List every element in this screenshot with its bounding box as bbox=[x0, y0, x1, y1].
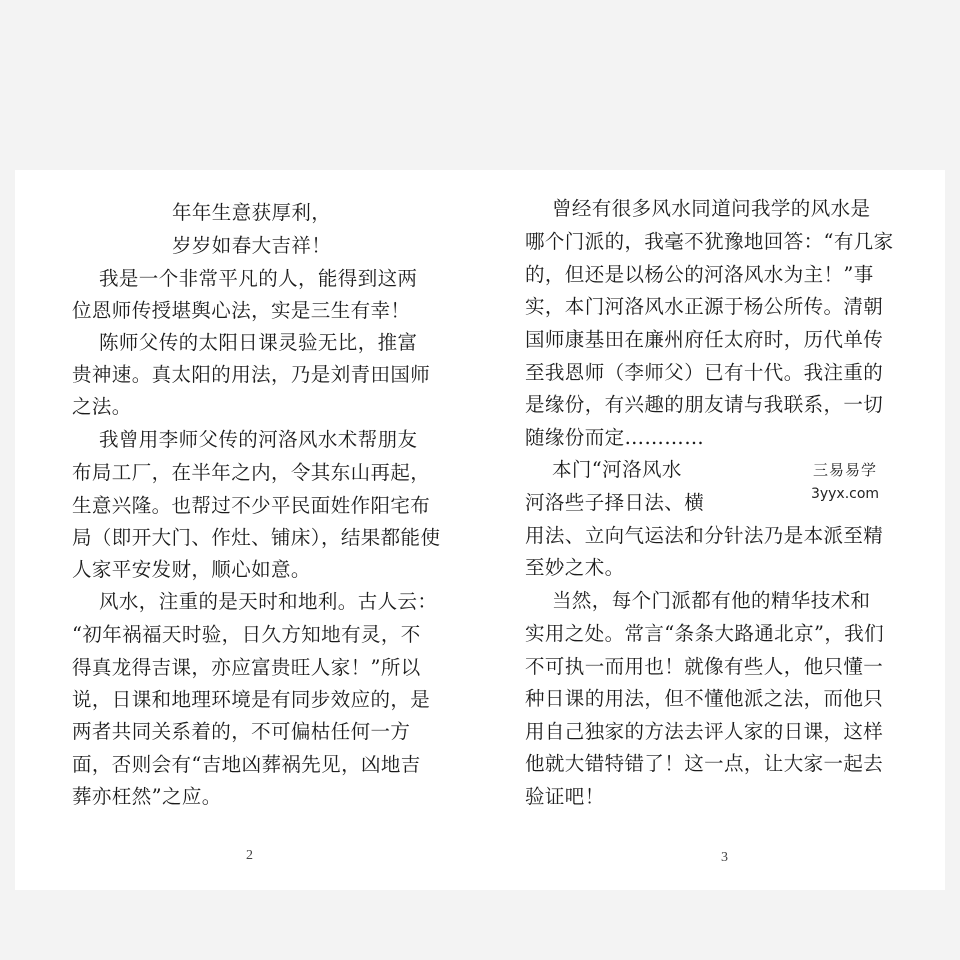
text-line: 人家平安发财，顺心如意。 bbox=[72, 558, 311, 581]
text-line: 曾经有很多风水同道问我学的风水是 bbox=[552, 197, 871, 220]
text-line: 我是一个非常平凡的人，能得到这两 bbox=[99, 267, 418, 290]
text-line: 至妙之术。 bbox=[525, 556, 625, 579]
text-line: 我曾用李师父传的河洛风水术帮朋友 bbox=[99, 428, 418, 451]
text-line: “初年祸福天时验，日久方知地有灵，不 bbox=[72, 623, 421, 646]
text-line: 陈师父传的太阳日课灵验无比，推富 bbox=[99, 331, 418, 354]
text-line: 不可执一而用也！就像有些人，他只懂一 bbox=[525, 655, 884, 678]
left-page bbox=[15, 170, 480, 890]
text-line: 风水，注重的是天时和地利。古人云： bbox=[99, 590, 438, 613]
text-line: 实用之处。常言“条条大路通北京”，我们 bbox=[525, 622, 885, 645]
text-line: 随缘份而定………… bbox=[525, 426, 705, 449]
text-line: 当然，每个门派都有他的精华技术和 bbox=[552, 589, 871, 612]
text-line: 他就大错特错了！这一点，让大家一起去 bbox=[525, 752, 884, 775]
text-line: 局（即开大门、作灶、铺床），结果都能使 bbox=[72, 526, 441, 549]
text-line: 面，否则会有“吉地凶葬祸先见，凶地吉 bbox=[72, 753, 421, 776]
text-line: 用法、立向气运法和分针法乃是本派至精 bbox=[525, 524, 884, 547]
text-line: 贵神速。真太阳的用法，乃是刘青田国师 bbox=[72, 363, 431, 386]
page-number: 2 bbox=[246, 848, 253, 863]
text-line: 的，但还是以杨公的河洛风水为主！”事 bbox=[525, 263, 874, 286]
text-line: 用自己独家的方法去评人家的日课，这样 bbox=[525, 720, 884, 743]
site-watermark bbox=[770, 455, 920, 511]
text-line: 是缘份，有兴趣的朋友请与我联系，一切 bbox=[525, 393, 884, 416]
text-line: 位恩师传授堪舆心法，实是三生有幸！ bbox=[72, 299, 411, 322]
page-number: 3 bbox=[721, 850, 728, 865]
text-line: 哪个门派的，我毫不犹豫地回答：“有几家 bbox=[525, 230, 894, 253]
right-page bbox=[480, 170, 945, 890]
text-line: 国师康基田在廉州府任太府时，历代单传 bbox=[525, 328, 884, 351]
text-line: 种日课的用法，但不懂他派之法，而他只 bbox=[525, 687, 884, 710]
text-line: 两者共同关系着的，不可偏枯任何一方 bbox=[72, 720, 411, 743]
text-line: 本门“河洛风水 bbox=[552, 458, 682, 481]
book-spread bbox=[15, 170, 945, 890]
text-line: 之法。 bbox=[72, 395, 132, 418]
text-line: 生意兴隆。也帮过不少平民面姓作阳宅布 bbox=[72, 494, 431, 517]
text-line: 得真龙得吉课，亦应富贵旺人家！”所以 bbox=[72, 656, 421, 679]
text-line: 实，本门河洛风水正源于杨公所传。清朝 bbox=[525, 295, 884, 318]
poem-line: 岁岁如春大吉祥！ bbox=[172, 234, 332, 257]
text-line: 说，日课和地理环境是有同步效应的，是 bbox=[72, 688, 431, 711]
watermark-title: 三易易学 bbox=[812, 461, 877, 479]
text-line: 验证吧！ bbox=[525, 785, 605, 808]
text-line: 至我恩师（李师父）已有十代。我注重的 bbox=[525, 361, 884, 384]
watermark-url: 3yyx.com bbox=[810, 486, 880, 502]
text-line: 布局工厂，在半年之内，令其东山再起， bbox=[72, 461, 431, 484]
text-line: 河洛些子择日法、横 bbox=[525, 491, 705, 514]
text-line: 葬亦枉然”之应。 bbox=[72, 785, 222, 808]
poem-line: 年年生意获厚利， bbox=[172, 201, 332, 224]
